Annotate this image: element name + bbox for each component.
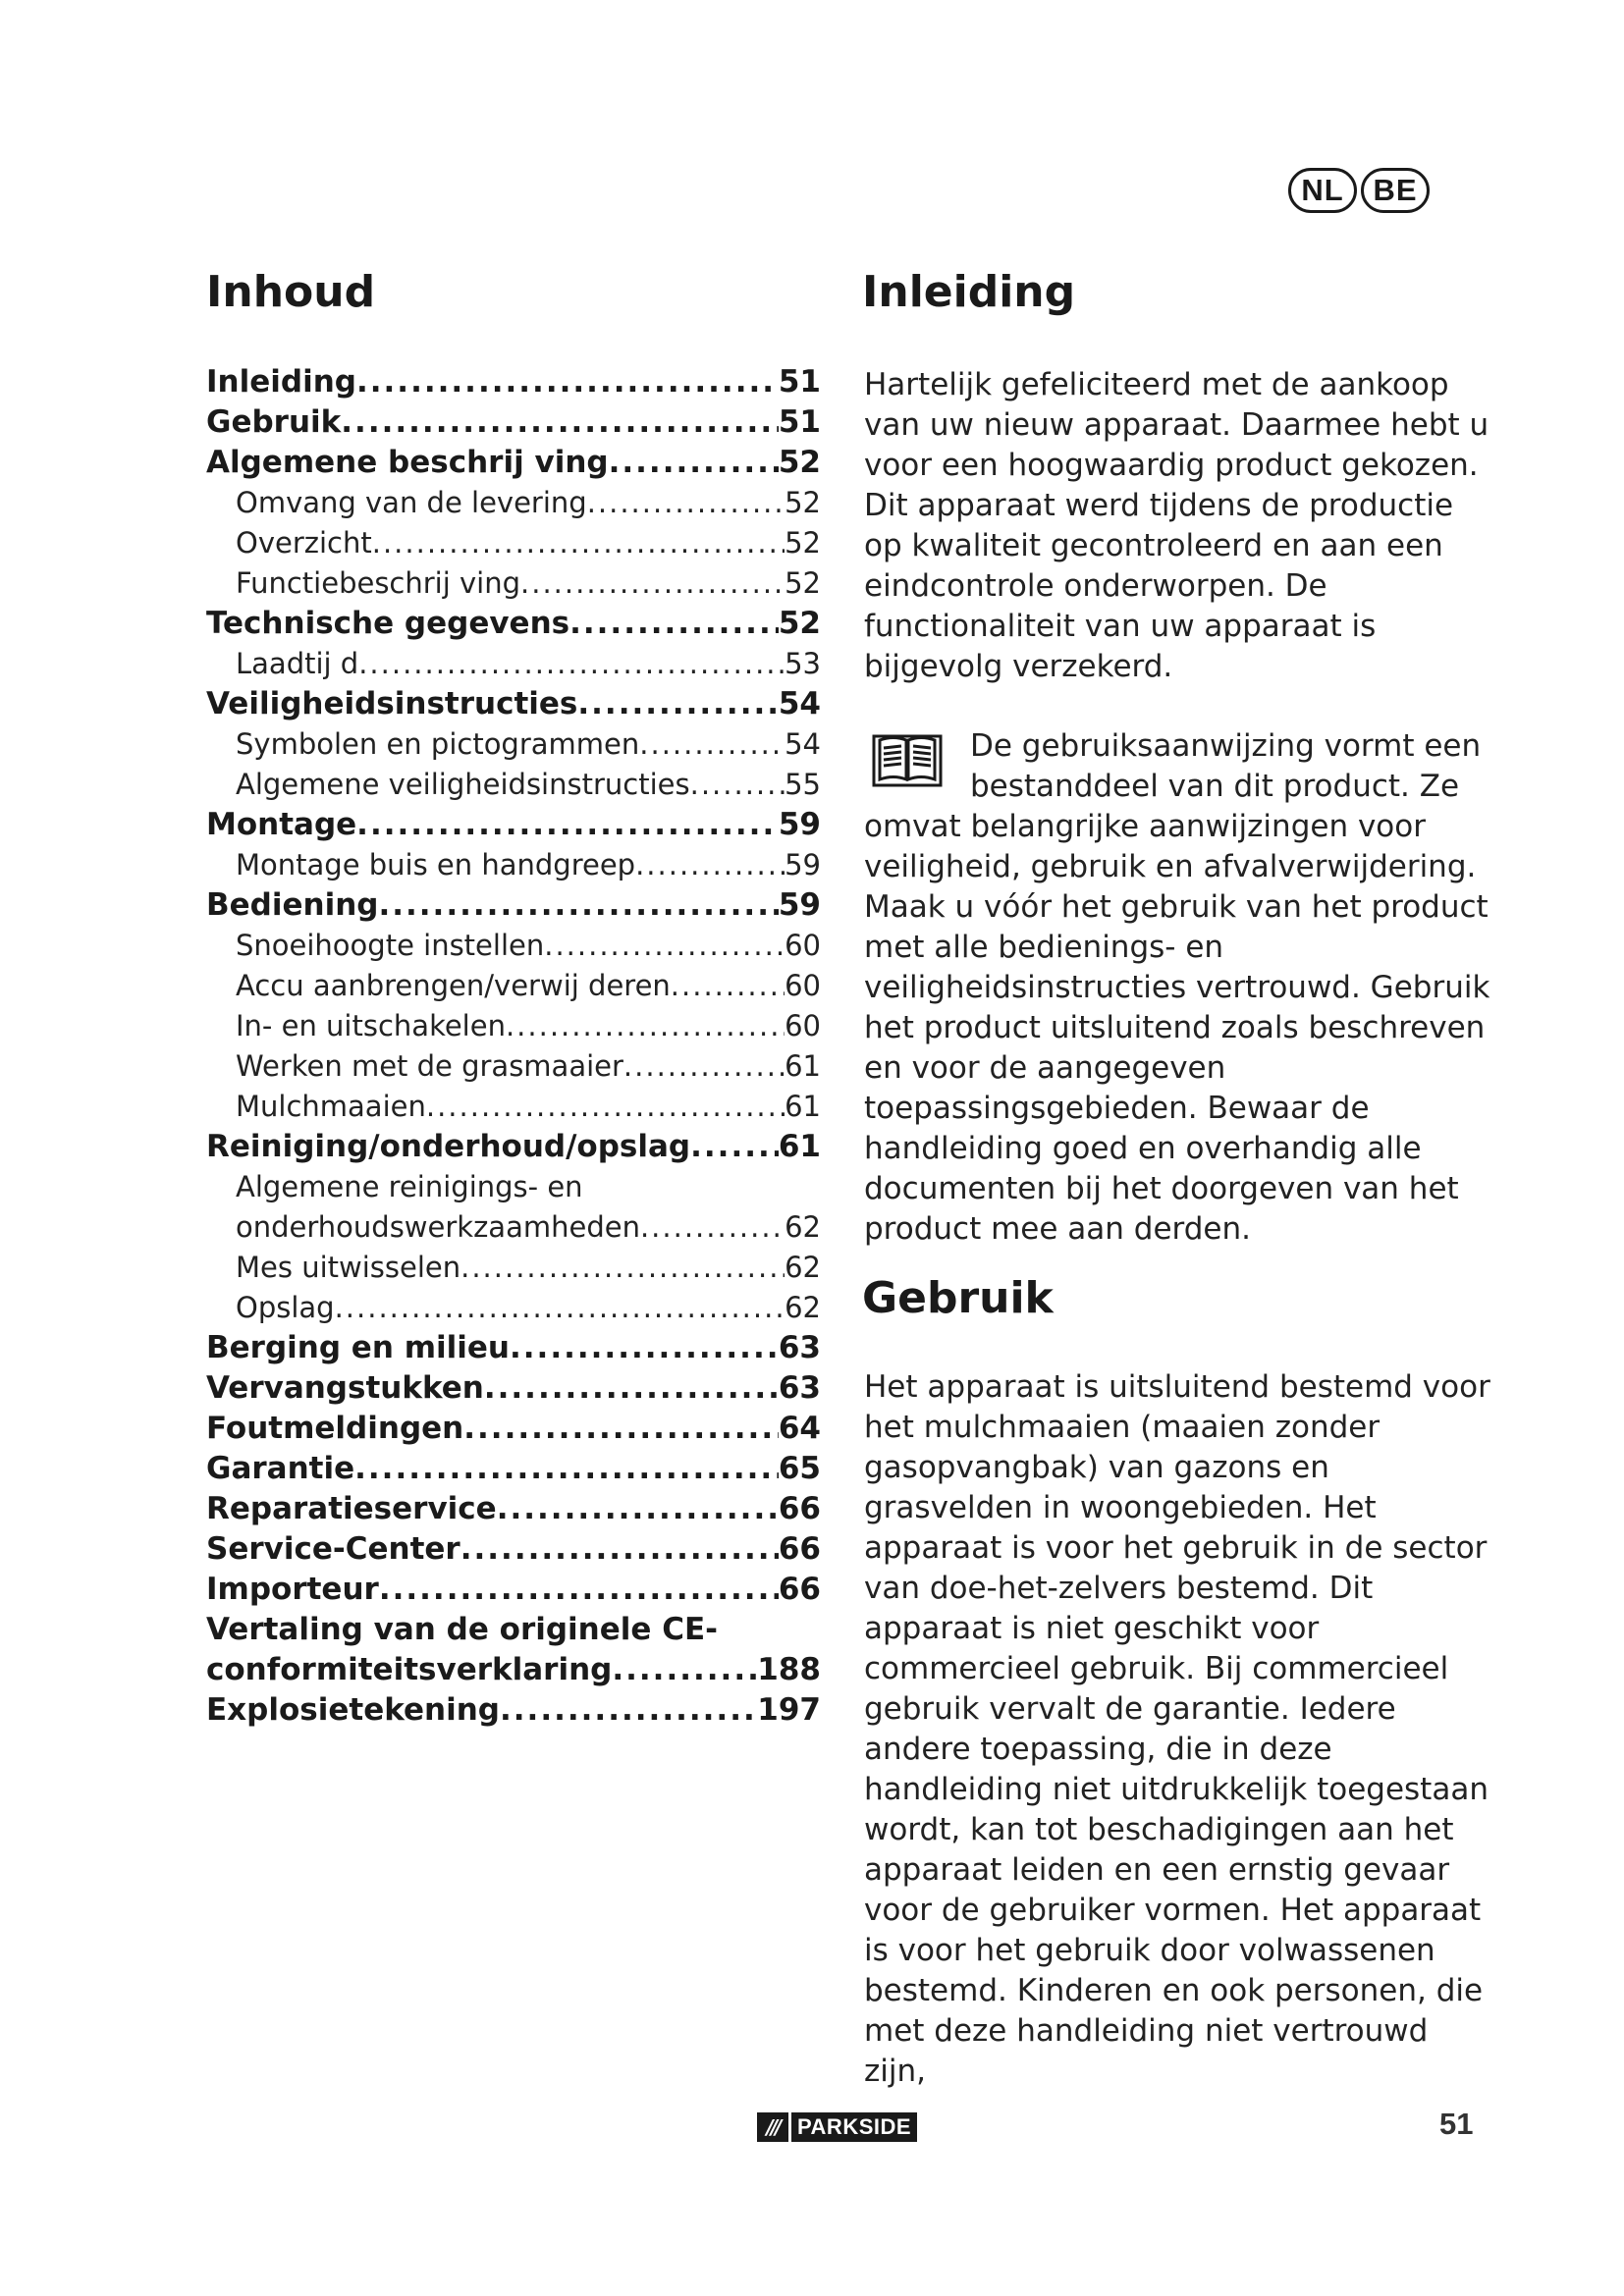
toc-entry-label: Accu aanbrengen/verwij deren [236, 969, 671, 1002]
toc-leader-dots [587, 483, 785, 523]
toc-leader-dots [520, 563, 785, 604]
toc-entry-page: 52 [778, 606, 821, 641]
toc-entry [206, 563, 821, 604]
toc-entry-label: Vertaling van de originele CE- [206, 1612, 719, 1647]
toc-leader-dots [356, 805, 779, 845]
toc-entry [206, 1570, 821, 1610]
toc-entry-label: Inleiding [206, 364, 356, 400]
toc-entry-label: Symbolen en pictogrammen [236, 727, 640, 761]
toc-entry [206, 1368, 821, 1409]
toc-leader-dots [671, 966, 785, 1006]
toc-entry [206, 684, 821, 724]
toc-entry-label: Werken met de grasmaaier [236, 1049, 623, 1083]
use-paragraph: Het apparaat is uitsluitend bestemd voor het mulchmaaien (maaien zonder gasopvangbak) van gazons en grasvelden in woongebieden. Het apparaat is voor het gebruik in de sector van doe-het-zelvers bestemd. Dit apparaat is niet geschikt voor commercieel gebruik. Bij commercieel gebruik vervalt de garantie. Iedere andere toepassing, die in deze handleiding niet uitdrukkelijk toegestaan wordt, kan tot beschadigingen aan het apparaat leiden en een ernstig gevaar voor de gebruiker vormen. Het apparaat is voor het gebruik door volwassenen bestemd. Kinderen en ook personen, die met deze handleiding niet vertrouwd zijn, [864, 1369, 1490, 2089]
toc-entry-page: 66 [778, 1572, 821, 1607]
toc-entry [206, 523, 821, 563]
toc-entry [206, 926, 821, 966]
toc-entry-label: Service-Center [206, 1531, 460, 1567]
toc-entry-label: Functiebeschrij ving [236, 566, 521, 600]
toc-leader-dots [379, 1570, 779, 1610]
toc-entry [206, 1006, 821, 1046]
toc-entry-page: 52 [785, 526, 821, 560]
toc-entry [206, 1529, 821, 1570]
toc-leader-dots [426, 1087, 785, 1127]
toc-leader-dots [335, 1288, 785, 1328]
toc-entry-label: Garantie [206, 1451, 355, 1486]
toc-entry [206, 1288, 821, 1328]
toc-leader-dots [690, 1127, 779, 1167]
lang-badge-nl: NL [1288, 168, 1357, 213]
toc-entry-label: Algemene veiligheidsinstructies [236, 768, 690, 801]
toc-entry-page: 59 [785, 848, 821, 881]
toc-entry [206, 1046, 821, 1087]
toc-entry-page: 59 [778, 887, 821, 923]
lang-badge-be: BE [1361, 168, 1430, 213]
toc-leader-dots [354, 1449, 779, 1489]
toc-entry-label: Omvang van de levering [236, 486, 587, 519]
toc-entry-label: Laadtij d [236, 647, 359, 680]
toc-entry-page: 52 [785, 486, 821, 519]
toc-entry [206, 724, 821, 765]
toc-entry [206, 966, 821, 1006]
toc-leader-dots [544, 926, 785, 966]
toc-entry-label: Mulchmaaien [236, 1090, 426, 1123]
toc-entry [206, 1650, 821, 1690]
toc-entry-label: Technische gegevens [206, 606, 570, 641]
toc-leader-dots [463, 1409, 779, 1449]
toc-entry-label: Montage [206, 807, 357, 842]
toc-entry [206, 845, 821, 885]
toc-entry-label: Explosietekening [206, 1692, 500, 1728]
toc-leader-dots [640, 1207, 785, 1248]
toc-entry [206, 1409, 821, 1449]
toc-leader-dots [609, 443, 779, 483]
toc-entry-page: 54 [785, 727, 821, 761]
toc-leader-dots [484, 1368, 779, 1409]
toc-leader-dots [690, 765, 785, 805]
toc-entry-label: Montage buis en handgreep [236, 848, 636, 881]
toc-entry-label: Foutmeldingen [206, 1411, 464, 1446]
toc-entry-page: 188 [757, 1652, 821, 1687]
toc-entry [206, 1207, 821, 1248]
logo-brand: PARKSIDE [791, 2112, 917, 2142]
toc-leader-dots [569, 604, 779, 644]
book-icon [870, 730, 945, 791]
toc-entry-page: 66 [778, 1531, 821, 1567]
toc-leader-dots [623, 1046, 785, 1087]
toc-entry-label: Mes uitwisselen [236, 1251, 461, 1284]
page-number: 51 [1439, 2107, 1474, 2141]
toc-entry [206, 1167, 821, 1207]
toc-leader-dots [497, 1489, 779, 1529]
toc-leader-dots [577, 684, 778, 724]
toc-entry-page: 60 [785, 969, 821, 1002]
toc-entry [206, 1127, 821, 1167]
toc-leader-dots [372, 523, 785, 563]
intro-paragraph: Hartelijk gefeliciteerd met de aankoop van uw nieuw apparaat. Daarmee hebt u voor een hoogwaardig product gekozen. Dit apparaat werd tijdens de productie op kwaliteit gecontroleerd en aan een eindcontrole onderworpen. De functionaliteit van uw apparaat is bijgevolg verzekerd. [864, 367, 1489, 684]
toc-entry-page: 65 [778, 1451, 821, 1486]
toc-entry-label: Reiniging/onderhoud/opslag [206, 1129, 691, 1164]
toc-entry-page: 53 [785, 647, 821, 680]
toc-entry-page: 66 [778, 1491, 821, 1526]
toc-leader-dots [500, 1690, 757, 1731]
toc-entry-label: Importeur [206, 1572, 379, 1607]
toc-entry [206, 604, 821, 644]
toc-entry-page: 61 [785, 1090, 821, 1123]
toc-entry [206, 1610, 821, 1650]
toc-title: Inhoud [206, 267, 376, 317]
toc-leader-dots [356, 362, 779, 402]
toc-entry-page: 61 [778, 1129, 821, 1164]
toc-entry-label: Overzicht [236, 526, 372, 560]
intro-title: Inleiding [862, 267, 1076, 317]
toc-entry [206, 1248, 821, 1288]
toc-entry-label: Gebruik [206, 404, 342, 440]
toc-entry-label: Algemene beschrij ving [206, 445, 609, 480]
toc-entry-page: 62 [785, 1291, 821, 1324]
toc-entry-label: Bediening [206, 887, 379, 923]
manual-note [864, 726, 1492, 1250]
toc-entry [206, 362, 821, 402]
parkside-logo [757, 2112, 917, 2142]
toc-entry-page: 63 [778, 1370, 821, 1406]
toc-leader-dots [378, 885, 778, 926]
toc-entry-label: onderhoudswerkzaamheden [236, 1210, 640, 1244]
toc-entry-label: Opslag [236, 1291, 335, 1324]
toc-entry-page: 54 [778, 686, 821, 721]
toc-entry-label: Reparatieservice [206, 1491, 497, 1526]
toc-entry-page: 52 [778, 445, 821, 480]
toc-entry [206, 805, 821, 845]
toc-entry-label: Berging en milieu [206, 1330, 510, 1365]
toc-entry [206, 644, 821, 684]
toc-entry-label: Algemene reinigings- en [236, 1170, 583, 1203]
table-of-contents [206, 362, 821, 1731]
toc-entry [206, 443, 821, 483]
toc-entry-label: Vervangstukken [206, 1370, 484, 1406]
toc-leader-dots [506, 1006, 785, 1046]
toc-entry [206, 1449, 821, 1489]
toc-entry [206, 1328, 821, 1368]
manual-note-text: De gebruiksaanwijzing vormt een bestanddeel van dit product. Ze omvat belangrijke aanwijzingen voor veiligheid, gebruik en afvalverwijdering. Maak u vóór het gebruik van het product met alle bedienings- en veiligheidsinstructies vertrouwd. Gebruik het product uitsluitend zoals beschreven en voor de aangegeven toepassingsgebieden. Bewaar de handleiding goed en overhandig alle documenten bij het doorgeven van het product mee aan derden. [864, 728, 1490, 1247]
toc-entry [206, 885, 821, 926]
toc-entry-page: 63 [778, 1330, 821, 1365]
toc-leader-dots [639, 724, 785, 765]
toc-entry-page: 52 [785, 566, 821, 600]
toc-entry-page: 60 [785, 1009, 821, 1042]
toc-leader-dots [635, 845, 785, 885]
toc-entry [206, 765, 821, 805]
toc-entry-page: 51 [778, 404, 821, 440]
toc-entry-label: Snoeihoogte instellen [236, 929, 545, 962]
toc-entry-page: 51 [778, 364, 821, 400]
toc-entry [206, 1087, 821, 1127]
toc-entry-page: 59 [778, 807, 821, 842]
toc-leader-dots [510, 1328, 779, 1368]
toc-entry-page: 61 [785, 1049, 821, 1083]
toc-leader-dots [358, 644, 785, 684]
toc-entry-page: 62 [785, 1251, 821, 1284]
toc-leader-dots [612, 1650, 757, 1690]
toc-entry [206, 1690, 821, 1731]
toc-entry [206, 483, 821, 523]
toc-entry [206, 1489, 821, 1529]
toc-entry-label: In- en uitschakelen [236, 1009, 506, 1042]
toc-entry-page: 64 [778, 1411, 821, 1446]
logo-slashes: /// [757, 2112, 788, 2142]
toc-entry-label: conformiteitsverklaring [206, 1652, 613, 1687]
toc-entry [206, 402, 821, 443]
toc-entry-page: 60 [785, 929, 821, 962]
language-badges [1288, 168, 1430, 213]
toc-entry-page: 62 [785, 1210, 821, 1244]
toc-leader-dots [341, 402, 779, 443]
toc-entry-page: 197 [757, 1692, 821, 1728]
use-title: Gebruik [862, 1273, 1054, 1323]
toc-entry-label: Veiligheidsinstructies [206, 686, 578, 721]
toc-leader-dots [460, 1529, 779, 1570]
toc-leader-dots [460, 1248, 785, 1288]
toc-entry-page: 55 [785, 768, 821, 801]
